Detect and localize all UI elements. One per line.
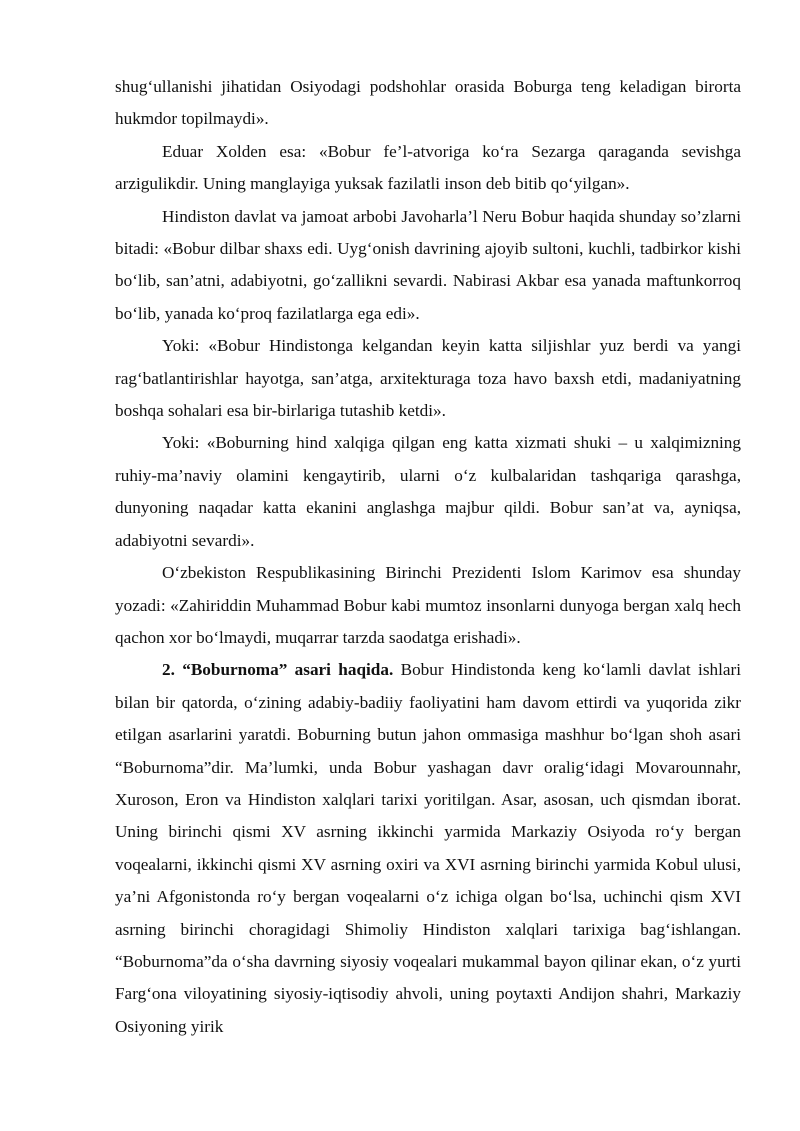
paragraph-text: Yoki: «Bobur Hindistonga kelgandan keyin katta siljishlar yuz berdi va yangi rag‘batlantirishlar hayotga, san’atga, arxitekturaga toza havo baxsh etdi, madaniyatning boshqa sohalari esa bir-birlariga tutashib ketdi». — [115, 336, 741, 421]
paragraph-text: Eduar Xolden esa: «Bobur fe’l-atvoriga ko‘ra Sezarga qaraganda sevishga arzigulikdir. Uning manglayiga yuksak fazilatli inson deb bitib qo‘yilgan». — [115, 141, 741, 194]
paragraph-text: shug‘ullanishi jihatidan Osiyodagi podshohlar orasida Boburga teng keladigan birorta hukmdor topilmaydi». — [115, 77, 741, 129]
paragraph-nehru — [115, 201, 741, 331]
paragraph-eduar-xolden — [115, 136, 741, 201]
paragraph-continuation — [115, 71, 741, 136]
paragraph-karimov — [115, 557, 741, 654]
section-heading: 2. “Boburnoma” asari haqida. — [162, 660, 394, 680]
document-body — [115, 71, 741, 1043]
paragraph-text: Hindiston davlat va jamoat arbobi Javoharla’l Neru Bobur haqida shunday so’zlarni bitadi: «Bobur dilbar shaxs edi. Uyg‘onish davrining ajoyib sultoni, kuchli, tadbirkor kishi bo‘lib, san’atni, adabiyotni, go‘zallikni sevardi. Nabirasi Akbar esa yanada maftunkorroq bo‘lib, yanada ko‘proq fazilatlarga ega edi». — [115, 206, 741, 323]
paragraph-text: O‘zbekiston Respublikasining Birinchi Prezidenti Islom Karimov esa shunday yozadi: «Zahiriddin Muhammad Bobur kabi mumtoz insonlarni dunyoga bergan xalq hech qachon xor bo‘lmaydi, muqarrar tarzda saodatga erishadi». — [115, 563, 741, 647]
paragraph-yoki-second — [115, 427, 741, 557]
paragraph-yoki-first — [115, 330, 741, 427]
paragraph-text: Bobur Hindistonda keng ko‘lamli davlat ishlari bilan bir qatorda, o‘zining adabiy-badiiy faoliyatini ham davom ettirdi va yuqorida zikr etilgan asarlarini yaratdi. Boburning butun jahon ommasiga mashhur bo‘lgan shoh asari “Boburnoma”dir. Ma’lumki, unda Bobur yashagan davr oralig‘idagi Movarounnahr, Xuroson, Eron va Hindiston xalqlari tarixi yoritilgan. Asar, asosan, uch qismdan iborat. Uning birinchi qismi XV asrning ikkinchi yarmida Markaziy Osiyoda ro‘y bergan voqealarni, ikkinchi qismi XV asrning oxiri va XVI asrning birinchi yarmida Kobul ulusi, ya’ni Afgonistonda ro‘y bergan voqealarni o‘z ichiga olgan bo‘lsa, uchinchi qism XVI asrning birinchi choragidagi Shimoliy Hindiston xalqlari tarixiga bag‘ishlangan. “Boburnoma”da o‘sha davrning siyosiy voqealari mukammal bayon qilinar ekan, o‘z yurti Farg‘ona viloyatining siyosiy-iqtisodiy ahvoli, uning poytaxti Andijon shahri, Markaziy Osiyoning yirik — [115, 660, 741, 1036]
paragraph-boburnoma — [115, 654, 741, 1043]
paragraph-text: Yoki: «Boburning hind xalqiga qilgan eng katta xizmati shuki – u xalqimizning ruhiy-ma’naviy olamini kengaytirib, ularni o‘z kulbalaridan tashqariga qarashga, dunyoning naqadar katta ekanini anglashga majbur qildi. Bobur san’at va, ayniqsa, adabiyotni sevardi». — [115, 433, 741, 550]
